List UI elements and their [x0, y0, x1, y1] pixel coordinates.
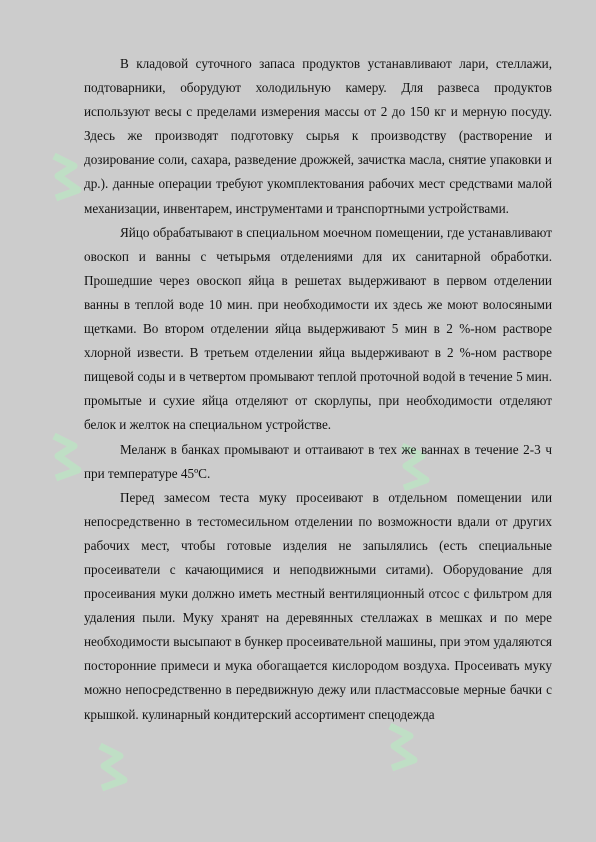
paragraph: В кладовой суточного запаса продуктов устанавливают лари, стеллажи, подтоварники, оборудуют холодильную камеру. Для развеса продуктов используют весы с пределами измерения массы от 2 до 150 кг и мерную посуду. Здесь же производят подготовку сырья к производству (растворение и дозирование соли, сахара, разведение дрожжей, зачистка масла, снятие упаковки и др.). данные операции требуют укомплектования рабочих мест средствами малой механизации, инвентарем, инструментами и транспортными устройствами.	[84, 56, 552, 216]
paragraph: Меланж в банках промывают и оттаивают в тех же ваннах в течение 2-3 ч при температуре 45ºС.	[84, 441, 552, 481]
watermark-logo-icon	[380, 720, 432, 772]
paragraph: Яйцо обрабатывают в специальном моечном помещении, где устанавливают овоскоп и ванны с четырьмя отделениями для их санитарной обработки. Прошедшие через овоскоп яйца в решетах выдерживают в первом отделении ванны в теплой воде 10 мин. при необходимости их здесь же моют волосяными щетками. Во втором отделении яйца выдерживают 5 мин в 2 %-ном растворе хлорной извести. В третьем отделении яйца выдерживают в 2 %-ном растворе пищевой соды и в четвертом промывают теплой проточной водой в течение 5 мин. промытые и сухие яйца отделяют от скорлупы, при необходимости отделяют белок и желток на специальном устройстве.	[84, 224, 552, 433]
document-body	[84, 52, 552, 727]
watermark-logo-icon	[90, 740, 142, 792]
paragraph: Перед замесом теста муку просеивают в отдельном помещении или непосредственно в тестомесильном отделении по возможности вдали от других рабочих мест, чтобы готовые изделия не запылялись (есть специальные просеиватели с качающимися и неподвижными ситами). Оборудование для просеивания муки должно иметь местный вентиляционный отсос с фильтром для удаления пыли. Муку хранят на деревянных стеллажах в мешках и по мере необходимости высыпают в бункер просеивательной машины, при этом удаляются посторонние примеси и мука обогащается кислородом воздуха. Просеивать муку можно непосредственно в передвижную дежу или пластмассовые мерные бачки с крышкой. кулинарный кондитерский ассортимент спецодежда	[84, 489, 552, 722]
